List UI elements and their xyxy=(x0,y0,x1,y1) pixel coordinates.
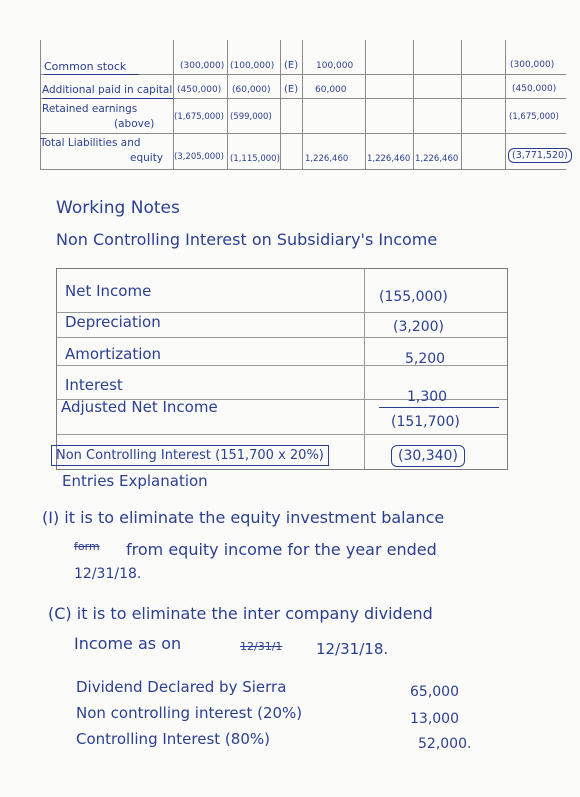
dividend-amount: 52,000. xyxy=(418,736,472,752)
table-cell: (60,000) xyxy=(232,85,271,95)
nci-table xyxy=(56,268,508,470)
table-row-line xyxy=(57,434,507,435)
entry-c-line2a: Income as on xyxy=(74,634,182,653)
table-cell: (450,000) xyxy=(512,84,557,94)
working-notes-title: Working Notes xyxy=(56,198,180,218)
dividend-label: Non controlling interest (20%) xyxy=(76,704,303,722)
entry-1-line1: (I) it is to eliminate the equity investment balance xyxy=(42,508,445,527)
table-column-divider xyxy=(227,40,228,170)
entry-1-line2: from equity income for the year ended xyxy=(126,540,437,559)
table-column-divider xyxy=(461,40,462,170)
table-border-left xyxy=(40,40,41,170)
table-row-line xyxy=(40,133,566,134)
table-column-divider xyxy=(173,40,174,170)
row-label: Retained earnings xyxy=(42,103,138,115)
nci-amount: (30,340) xyxy=(391,445,465,467)
table-cell: 1,226,460 xyxy=(415,154,459,164)
table-cell: (599,000) xyxy=(230,112,272,122)
table-cell: (300,000) xyxy=(180,61,225,71)
table-cell: (1,115,000) xyxy=(230,154,280,164)
table-cell: (E) xyxy=(284,60,299,71)
nci-label-non-controlling: Non Controlling Interest (151,700 x 20%) xyxy=(51,445,329,466)
nci-amount: (151,700) xyxy=(391,414,460,430)
table-cell: 1,226,460 xyxy=(305,154,349,164)
dividend-label: Dividend Declared by Sierra xyxy=(76,678,287,696)
dividend-amount: 13,000 xyxy=(410,711,459,727)
row-label: equity xyxy=(130,152,164,164)
entries-heading: Entries Explanation xyxy=(62,472,208,490)
table-cell: (E) xyxy=(284,84,299,95)
label-underline xyxy=(44,74,139,75)
label-underline xyxy=(43,98,173,99)
table-row-line xyxy=(57,337,507,338)
table-cell: 1,226,460 xyxy=(367,154,411,164)
row-label: Common stock xyxy=(44,60,127,73)
nci-amount: 1,300 xyxy=(407,389,448,405)
table-row-line xyxy=(40,169,566,170)
nci-label-depreciation: Depreciation xyxy=(65,313,161,331)
nci-amount: 5,200 xyxy=(405,351,446,367)
working-notes-subtitle: Non Controlling Interest on Subsidiary's Income xyxy=(56,230,438,249)
table-column-divider xyxy=(365,40,366,170)
entry-1-line3: 12/31/18. xyxy=(74,566,142,582)
table-column-divider xyxy=(364,269,365,469)
entry-c-line1: (C) it is to eliminate the inter company dividend xyxy=(48,604,433,623)
table-cell: (1,675,000) xyxy=(174,112,224,122)
table-cell: 60,000 xyxy=(315,85,347,95)
table-cell: (1,675,000) xyxy=(509,112,559,122)
dividend-amount: 65,000 xyxy=(410,684,459,700)
table-cell: 100,000 xyxy=(316,61,354,71)
nci-label-interest: Interest xyxy=(65,376,123,394)
table-cell: (3,771,520) xyxy=(508,148,572,163)
table-column-divider xyxy=(280,40,281,170)
sum-underline xyxy=(379,407,499,408)
nci-label-net-income: Net Income xyxy=(65,282,152,300)
table-cell: (450,000) xyxy=(177,85,222,95)
dividend-label: Controlling Interest (80%) xyxy=(76,730,270,748)
row-label: (above) xyxy=(114,118,155,130)
nci-label-amortization: Amortization xyxy=(65,345,162,363)
table-column-divider xyxy=(302,40,303,170)
table-cell: (300,000) xyxy=(510,60,555,70)
row-label: Total Liabilities and xyxy=(40,137,141,149)
consolidation-table xyxy=(40,40,566,170)
table-cell: (100,000) xyxy=(230,61,275,71)
entry-c-line2b: 12/31/18. xyxy=(316,640,389,658)
entry-c-struck: 12/31/1 xyxy=(240,640,283,653)
nci-amount: (155,000) xyxy=(379,289,448,305)
entry-1-struck: form xyxy=(74,540,100,553)
nci-amount: (3,200) xyxy=(393,319,445,335)
table-cell: (3,205,000) xyxy=(174,152,224,162)
table-column-divider xyxy=(413,40,414,170)
nci-label-adjusted-net-income: Adjusted Net Income xyxy=(61,398,218,416)
row-label: Additional paid in capital xyxy=(42,84,173,96)
table-column-divider xyxy=(505,40,506,170)
